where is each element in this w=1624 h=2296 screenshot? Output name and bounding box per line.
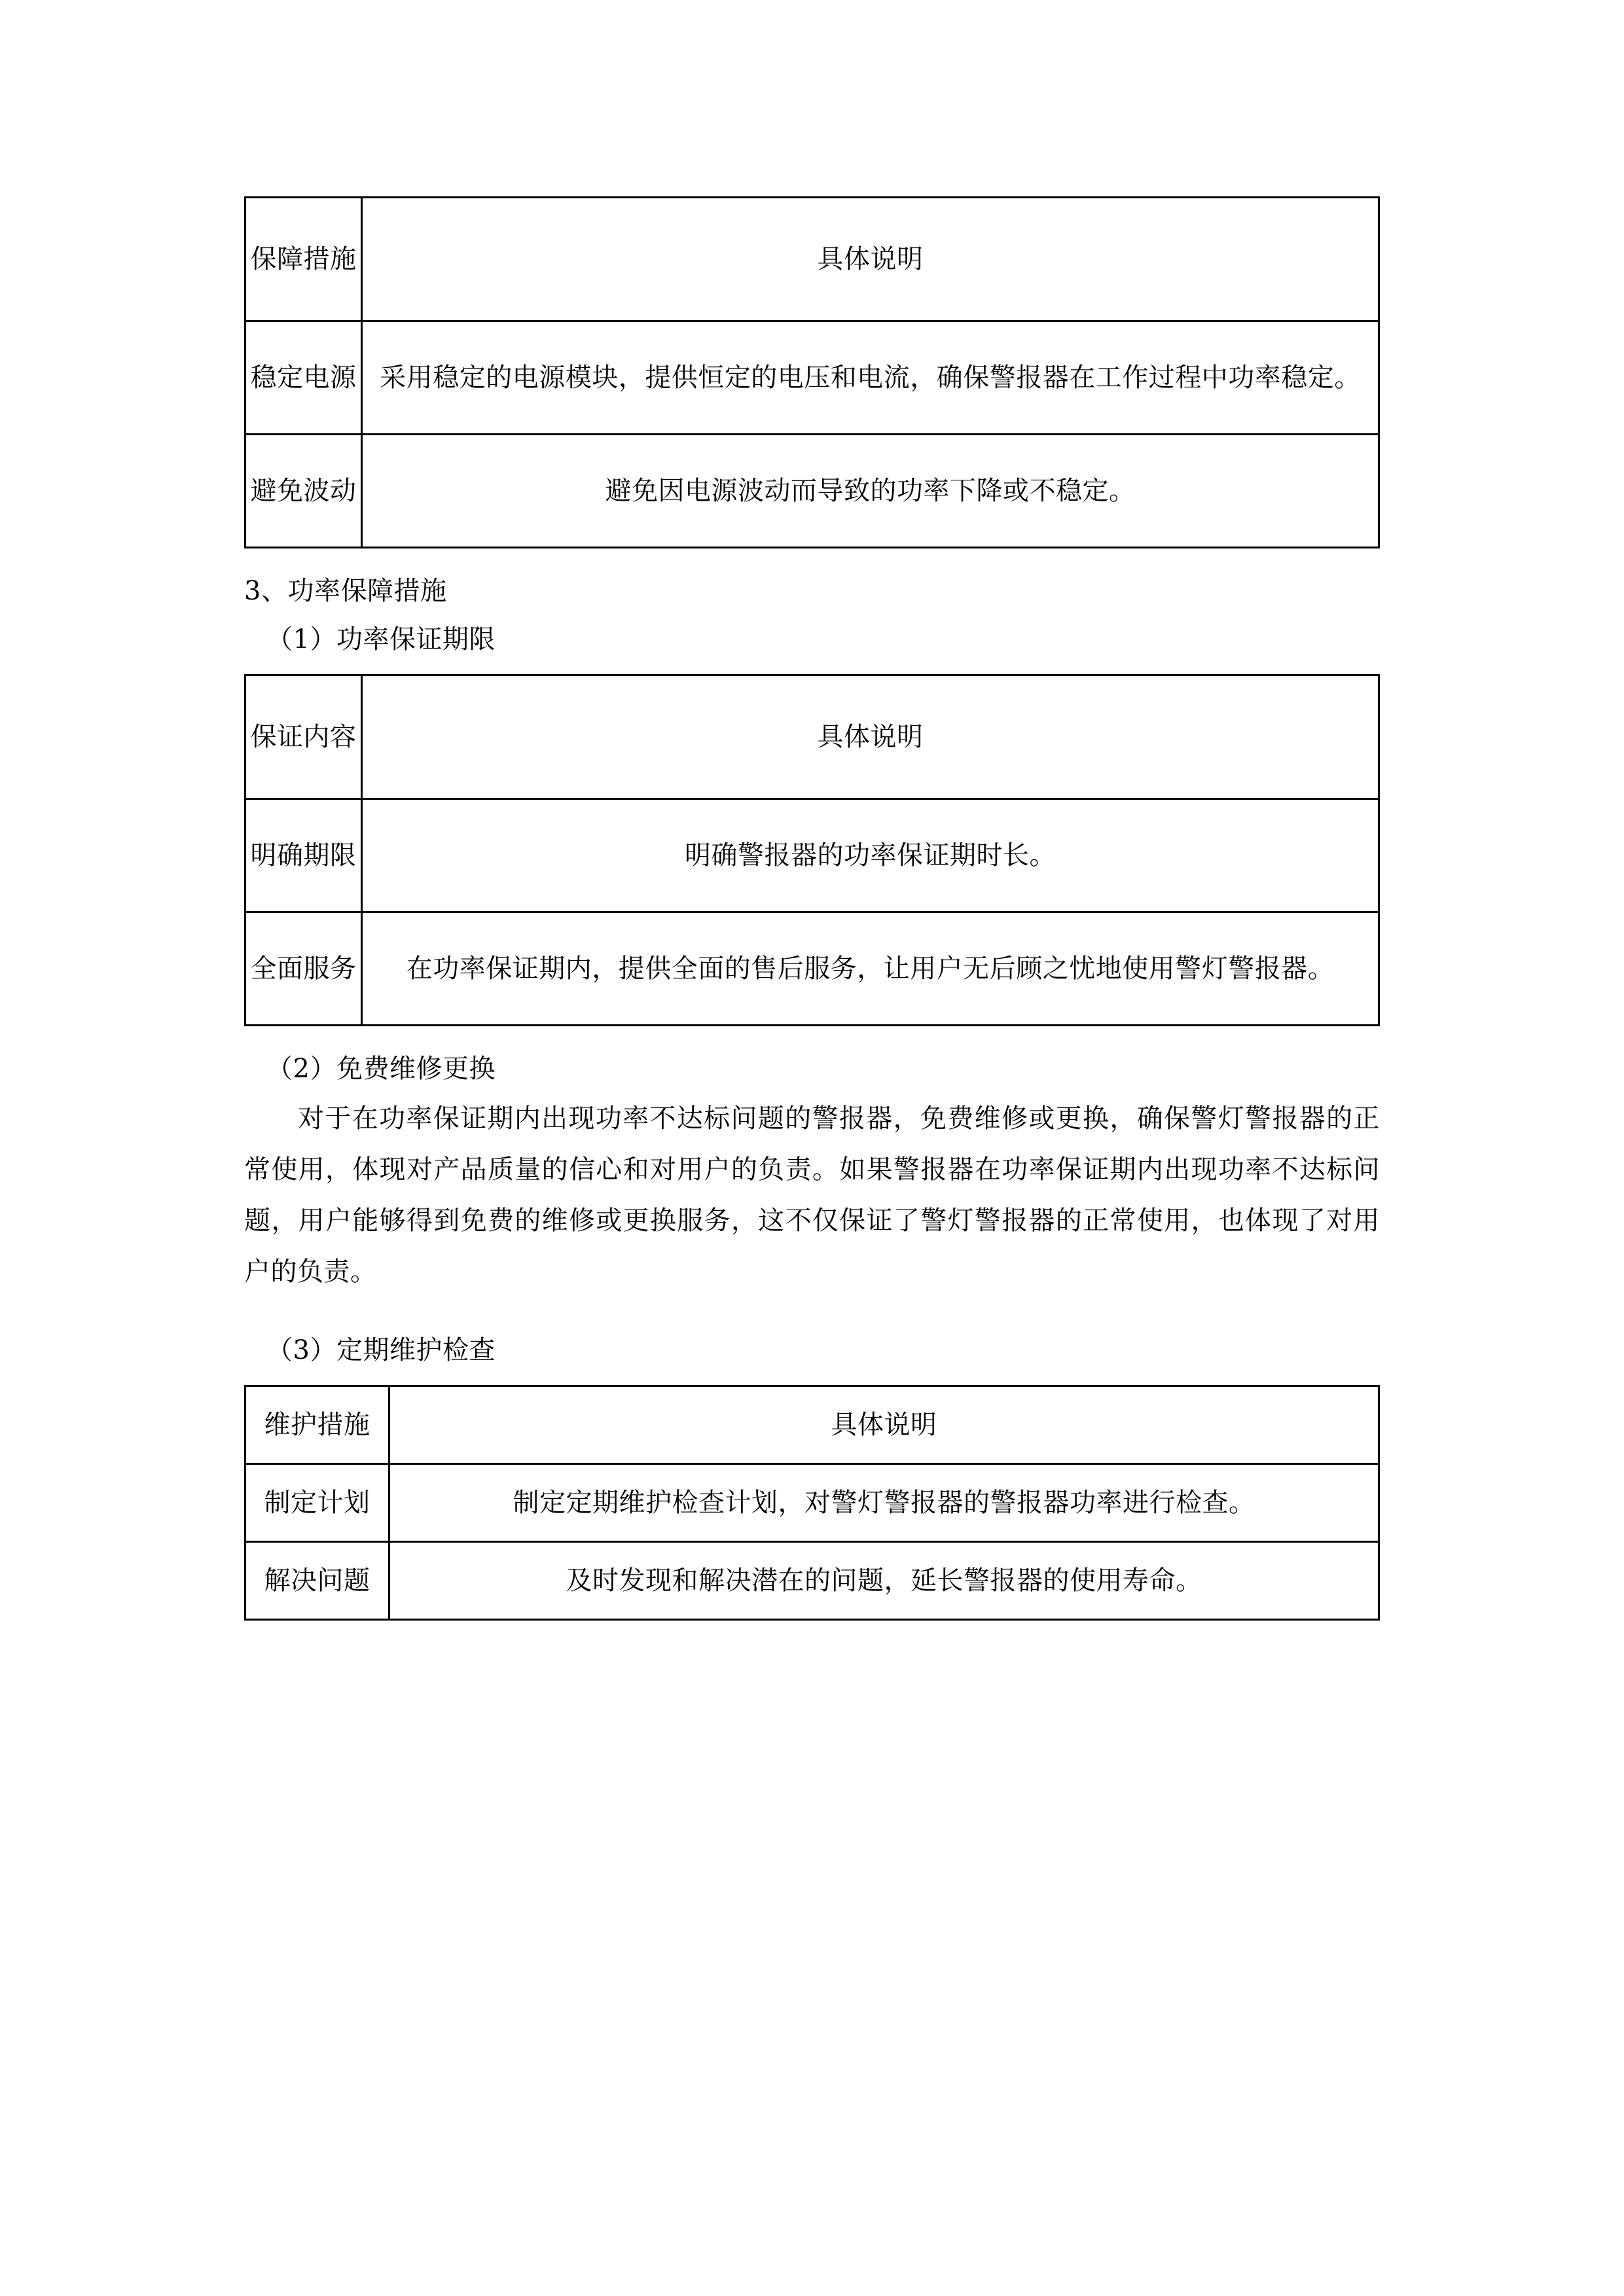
paragraph-free-repair-replacement: 对于在功率保证期内出现功率不达标问题的警报器，免费维修或更换，确保警灯警报器的正常使用，体现对产品质量的信心和对用户的负责。如果警报器在功率保证期内出现功率不达标问题，用户能够得到免费的维修或更换服务，这不仅保证了警灯警报器的正常使用，也体现了对用户的负责。 bbox=[244, 1103, 1380, 1287]
column-header-description: 具体说明 bbox=[362, 675, 1379, 799]
table-guarantee-period bbox=[244, 674, 1380, 1026]
page-top-spacer bbox=[244, 0, 1380, 196]
table-row bbox=[245, 1542, 1379, 1620]
column-header-description: 具体说明 bbox=[362, 198, 1379, 321]
row-description-resolve-issues: 及时发现和解决潜在的问题，延长警报器的使用寿命。 bbox=[389, 1542, 1379, 1620]
row-label-resolve-issues: 解决问题 bbox=[245, 1542, 389, 1620]
subsection-heading-guarantee-period: （1）功率保证期限 bbox=[266, 624, 496, 655]
row-description-comprehensive-service: 在功率保证期内，提供全面的售后服务，让用户无后顾之忧地使用警灯警报器。 bbox=[362, 912, 1379, 1026]
spacer-after-table-2 bbox=[244, 1026, 1380, 1045]
row-label-avoid-fluctuation: 避免波动 bbox=[245, 435, 362, 548]
spacer-before-subsection-3 bbox=[244, 1297, 1380, 1326]
subsection-heading-free-repair-replacement: （2）免费维修更换 bbox=[266, 1054, 496, 1084]
row-label-defined-period: 明确期限 bbox=[245, 799, 362, 912]
spacer-before-table-2 bbox=[244, 664, 1380, 674]
table-row bbox=[245, 799, 1379, 912]
table-row bbox=[245, 321, 1379, 435]
column-header-measure: 保障措施 bbox=[245, 198, 362, 321]
table-power-guarantee-measures bbox=[244, 196, 1380, 548]
document-page bbox=[244, 0, 1380, 2296]
table-header-row bbox=[245, 675, 1379, 799]
table-header-row bbox=[245, 198, 1379, 321]
table-row bbox=[245, 912, 1379, 1026]
column-header-guarantee-item: 保证内容 bbox=[245, 675, 362, 799]
table-row bbox=[245, 435, 1379, 548]
section-heading-power-guarantee-measures: 3、功率保障措施 bbox=[244, 576, 447, 606]
row-description-make-plan: 制定定期维护检查计划，对警灯警报器的警报器功率进行检查。 bbox=[389, 1464, 1379, 1542]
table-row bbox=[245, 1464, 1379, 1542]
column-header-description: 具体说明 bbox=[389, 1386, 1379, 1464]
row-description-stable-power-supply: 采用稳定的电源模块，提供恒定的电压和电流，确保警报器在工作过程中功率稳定。 bbox=[362, 321, 1379, 435]
spacer-after-table-1 bbox=[244, 548, 1380, 567]
row-label-stable-power-supply: 稳定电源 bbox=[245, 321, 362, 435]
column-header-maintenance-measure: 维护措施 bbox=[245, 1386, 389, 1464]
row-description-avoid-fluctuation: 避免因电源波动而导致的功率下降或不稳定。 bbox=[362, 435, 1379, 548]
row-description-defined-period: 明确警报器的功率保证期时长。 bbox=[362, 799, 1379, 912]
table-header-row bbox=[245, 1386, 1379, 1464]
row-label-make-plan: 制定计划 bbox=[245, 1464, 389, 1542]
row-label-comprehensive-service: 全面服务 bbox=[245, 912, 362, 1026]
spacer-before-table-3 bbox=[244, 1374, 1380, 1385]
table-maintenance-inspection bbox=[244, 1385, 1380, 1621]
subsection-heading-periodic-maintenance-inspection: （3）定期维护检查 bbox=[266, 1335, 496, 1365]
